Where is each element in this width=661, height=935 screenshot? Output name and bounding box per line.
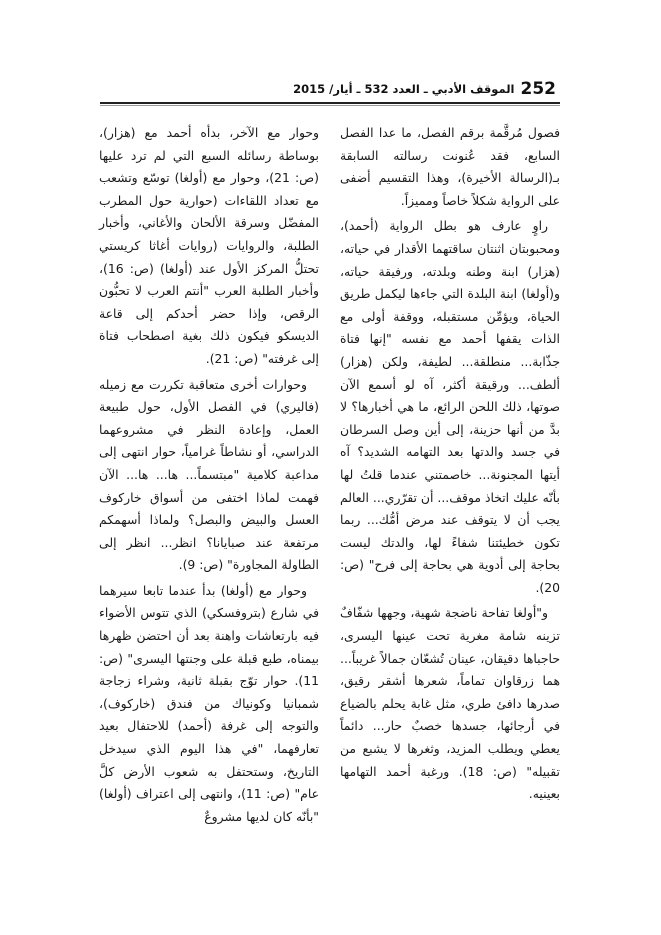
paragraph: فصول مُرقَّمة برقم الفصل، ما عدا الفصل السابع، فقد عُنونت رسالته السابقة بـ(الرسالة الأخيرة)، وهذا التقسيم أضفى على الرواية شكلاً خاصاً ومميزاً. <box>340 125 560 208</box>
page-number: 252 <box>520 79 556 99</box>
running-header <box>293 78 556 100</box>
left-column <box>99 122 319 831</box>
paragraph: و"أولغا تفاحة ناضجة شهية، وجهها شفّافٌ تزينه شامة مغرية تحت عينها اليسرى، حاجباها دقيقان، عينان تُشعّان جمالاً غريباً... هما زرقاوان تماماً، شعرها أشقر رقيق، صدرها دافئ طري، مثل غابة يحلم بالضياع في أرجائها، جسدها خصبٌ حار... دائماً يعطي ويطلب المزيد، وثغرها لا يشبع من تقبيله" (ص: 18). ورغبة أحمد التهامها بعينيه. <box>340 605 560 802</box>
header-rule <box>100 102 560 104</box>
paragraph: وحوار مع (أولغا) بدأ عندما تابعا سيرهما في شارع (بتروفسكي) الذي تتوس الأضواء فيه بارتعاشات واهنة بعد أن احتضن ظهرها بيمناه، طبع قبلة على وجنتها اليسرى" (ص: 11). حوار توّج بقبلة ثانية، وشراء زجاجة شمبانيا وكونياك من فندق (خاركوف)، والتوجه إلى غرفة (أحمد) للاحتفال بعيد تعارفهما، "في هذا اليوم الذي سيدخل التاريخ، وستحتفل به شعوب الأرض كلَّ عام" (ص: 11)، وانتهى إلى اعتراف (أولغا) "بأنّه كان لديها مشروعٌ <box>99 582 320 824</box>
paragraph: وحوار مع الآخر، بدأه أحمد مع (هزار)، بوساطة رسائله السبع التي لم ترد عليها (ص: 21)، وحوار مع (أولغا) توسّع وتشعب مع تعداد اللقاءات (حوارية حول المطرب المفضّل وسرقة الألحان والأغاني، وأخبار الطلبة، والروايات (روايات أغاثا كريستي تحتلُّ المركز الأول عند (أولغا) (ص: 16)، وأخبار الطلبة العرب "أنتم العرب لا تحبُّون الرقص، وإذا حضر أحدكم إلى قاعة الديسكو فيكون ذلك بغية اصطحاب فتاة إلى غرفته" (ص: 21). <box>99 125 319 366</box>
paragraph: راوٍ عارف هو بطل الرواية (أحمد)، ومحبوبتان اثنتان ساقتهما الأقدار في حياته، (هزار) ابنة وطنه وبلدته، ورفيقة حياته، و(أولغا) ابنة البلدة التي جاءها ليكمل طريق الحياة، ويؤمِّن مستقبله، ووقفة أولى مع الذات يقفها أحمد مع نفسه "إنها فتاة جذّابة... منطلقة... لطيفة، ولكن (هزار) ألطف... ورقيقة أكثر، آه لو أسمع الآن صوتها، ذلك اللحن الرائع، ما هي أخبارها؟ لا بدَّ من أنها حزينة، إلى أين وصل السرطان في جسد والدتها بعد التهامه الشديد؟ آه أيتها المجنونة... خاصمتني عندما قلتُ لها بأنّه عليك اتخاذ موقف... أن تقرّري... العالم يجب أن لا يتوقف عند مرض أمُّك... ربما تكون خطيئتنا شفاءً لها، والدتك ليست بحاجة إلى أدوية هي بحاجة إلى فرح" (ص: 20). <box>340 218 560 595</box>
paragraph: وحوارات أخرى متعاقبة تكررت مع زميله (فاليري) في الفصل الأول، حول طبيعة العمل، وإعادة النظر في مشروعهما الدراسي، أو نشاطاً غرامياً، حوار انتهى إلى مداعبة كلامية "مبتسماً... ها... ها... الآن فهمت لماذا اختفى من أسواق خاركوف العسل والبيض والبصل؟ ولماذا أسهمكم مرتفعة عند صبايانا؟ انظر... انظر إلى الطاولة المجاورة" (ص: 9). <box>99 376 319 573</box>
running-title: الموقف الأدبي ـ العدد 532 ـ أيار/ 2015 <box>293 82 515 96</box>
right-column <box>340 122 560 809</box>
header-rule-thin <box>100 105 560 106</box>
